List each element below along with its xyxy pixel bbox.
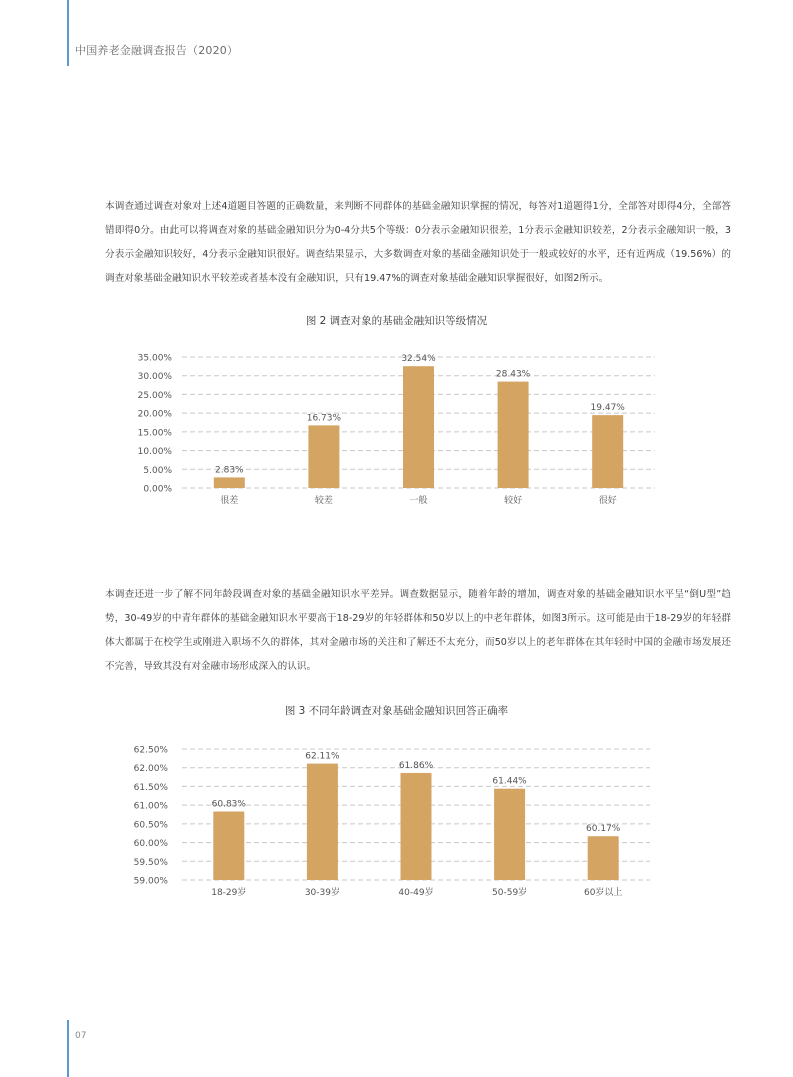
bar-1 xyxy=(213,812,244,880)
y-tick-label: 61.50% xyxy=(133,782,168,793)
category-label: 较差 xyxy=(314,496,333,506)
y-tick-label: 10.00% xyxy=(137,447,172,458)
footer-accent-line xyxy=(67,1020,69,1077)
data-label: 19.47% xyxy=(590,403,625,414)
y-tick-label: 25.00% xyxy=(137,390,172,401)
paragraph-1: 本调查通过调查对象对上述4道题目答题的正确数量，来判断不同群体的基础金融知识掌握的情况，每答对1道题得1分，全部答对即得4分，全部答错即得0分。由此可以将调查对象的基础金融知识分为0-4分共5个等级：0分表示金融知识很差，1分表示金融知识较差，2分表示金融知识一般，3分表示金融知识较好，4分表示金融知识很好。调查结果显示，大多数调查对象的基础金融知识处于一般或较好的水平，还有近两成（19.56%）的调查对象基础金融知识水平较差或者基本没有金融知识，只有19.47%的调查对象基础金融知识掌握很好，如图2所示。 xyxy=(105,201,731,284)
bar-2 xyxy=(307,764,338,880)
y-tick-label: 0.00% xyxy=(143,484,172,495)
data-label: 32.54% xyxy=(401,354,436,365)
paragraph-2: 本调查还进一步了解不同年龄段调查对象的基础金融知识水平差异。调查数据显示，随着年龄的增加，调查对象的基础金融知识水平呈“倒U型”趋势，30-49岁的中青年群体的基础金融知识水平要高于18-29岁的年轻群体和50岁以上的中老年群体，如图3所示。这可能是由于18-29岁的年轻群体大都属于在校学生或刚进入职场不久的群体，其对金融市场的关注和了解还不太充分，而50岁以上的老年群体在其年轻时中国的金融市场发展还不完善，导致其没有对金融市场形成深入的认识。 xyxy=(105,589,731,672)
data-label: 16.73% xyxy=(306,413,342,424)
bar-3 xyxy=(401,773,432,880)
y-tick-label: 62.50% xyxy=(133,745,168,756)
y-tick-label: 62.00% xyxy=(133,764,168,775)
category-label: 40-49岁 xyxy=(398,888,434,898)
data-label: 61.86% xyxy=(398,760,434,771)
page-number: 07 xyxy=(75,1031,87,1041)
y-tick-label: 59.00% xyxy=(133,876,168,887)
category-label: 30-39岁 xyxy=(304,888,340,898)
chart-3-title: 图 3 不同年龄调查对象基础金融知识回答正确率 xyxy=(284,705,509,717)
y-tick-label: 15.00% xyxy=(137,428,172,439)
category-label: 60岁以上 xyxy=(583,888,623,898)
data-label: 2.83% xyxy=(215,465,244,476)
category-label: 50-59岁 xyxy=(492,888,528,898)
bar-5 xyxy=(588,836,619,880)
category-label: 18-29岁 xyxy=(211,888,247,898)
data-label: 62.11% xyxy=(305,751,340,762)
y-tick-label: 60.50% xyxy=(133,820,168,831)
data-label: 28.43% xyxy=(495,369,531,380)
y-tick-label: 20.00% xyxy=(137,409,172,420)
y-tick-label: 30.00% xyxy=(137,372,172,383)
data-label: 60.17% xyxy=(586,824,621,835)
bar-4 xyxy=(494,789,525,880)
y-tick-label: 59.50% xyxy=(133,857,168,868)
category-label: 很好 xyxy=(598,496,617,506)
data-label: 60.83% xyxy=(211,799,246,810)
y-tick-label: 5.00% xyxy=(143,465,172,476)
category-label: 一般 xyxy=(409,496,428,506)
header-title: 中国养老金融调查报告（2020） xyxy=(75,44,239,57)
data-label: 61.44% xyxy=(492,776,527,787)
y-tick-label: 61.00% xyxy=(133,801,168,812)
chart-2-title: 图 2 调查对象的基础金融知识等级情况 xyxy=(305,315,488,327)
category-label: 很差 xyxy=(220,496,239,506)
y-tick-label: 60.00% xyxy=(133,839,168,850)
y-tick-label: 35.00% xyxy=(137,353,172,364)
category-label: 较好 xyxy=(504,496,523,506)
